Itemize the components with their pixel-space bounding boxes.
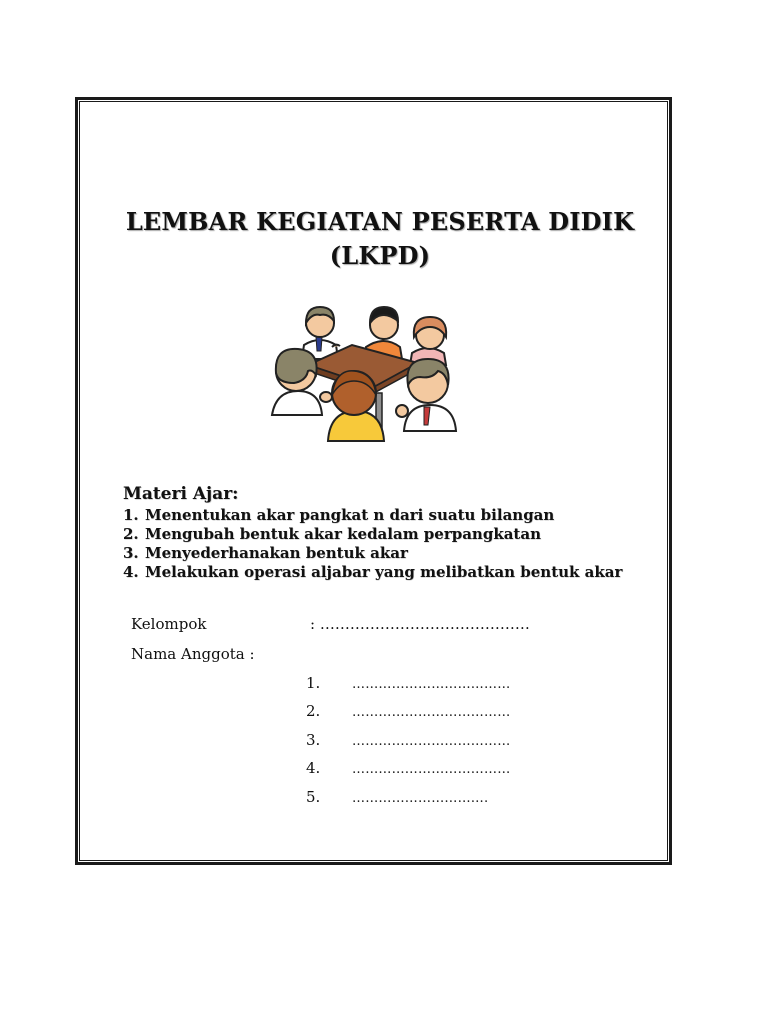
member-row: 4. ……………………………… bbox=[306, 759, 511, 777]
group-discussion-icon bbox=[268, 303, 460, 443]
list-item: 4. Melakukan operasi aljabar yang melibatkan bentuk akar bbox=[123, 563, 623, 581]
member-name-field: ……………………………… bbox=[352, 762, 511, 777]
page-title: LEMBAR KEGIATAN PESERTA DIDIK bbox=[125, 207, 635, 236]
member-name-field: ……………………………… bbox=[352, 677, 511, 692]
materi-list bbox=[123, 506, 622, 582]
list-item: 2. Mengubah bentuk akar kedalam perpangkatan bbox=[123, 525, 541, 543]
member-row: 2. ……………………………… bbox=[306, 702, 511, 720]
member-name-field: ……………………………… bbox=[352, 705, 511, 720]
member-row: 5. …………………………. bbox=[306, 788, 489, 806]
person-back-right-icon bbox=[410, 317, 446, 365]
member-row: 1. ……………………………… bbox=[306, 674, 511, 692]
page-subtitle: (LKPD) bbox=[329, 241, 431, 270]
member-name-field: ……………………………… bbox=[352, 734, 511, 749]
member-name-field: …………………………. bbox=[352, 791, 489, 806]
materi-heading: Materi Ajar: bbox=[123, 484, 239, 504]
kelompok-field: : …………………………………… bbox=[310, 615, 530, 633]
list-item: 3. Menyederhanakan bentuk akar bbox=[123, 544, 408, 562]
kelompok-label: Kelompok bbox=[131, 615, 207, 633]
list-item: 1. Menentukan akar pangkat n dari suatu bilangan bbox=[123, 506, 555, 524]
member-row: 3. ……………………………… bbox=[306, 731, 511, 749]
nama-anggota-label: Nama Anggota : bbox=[131, 645, 255, 663]
